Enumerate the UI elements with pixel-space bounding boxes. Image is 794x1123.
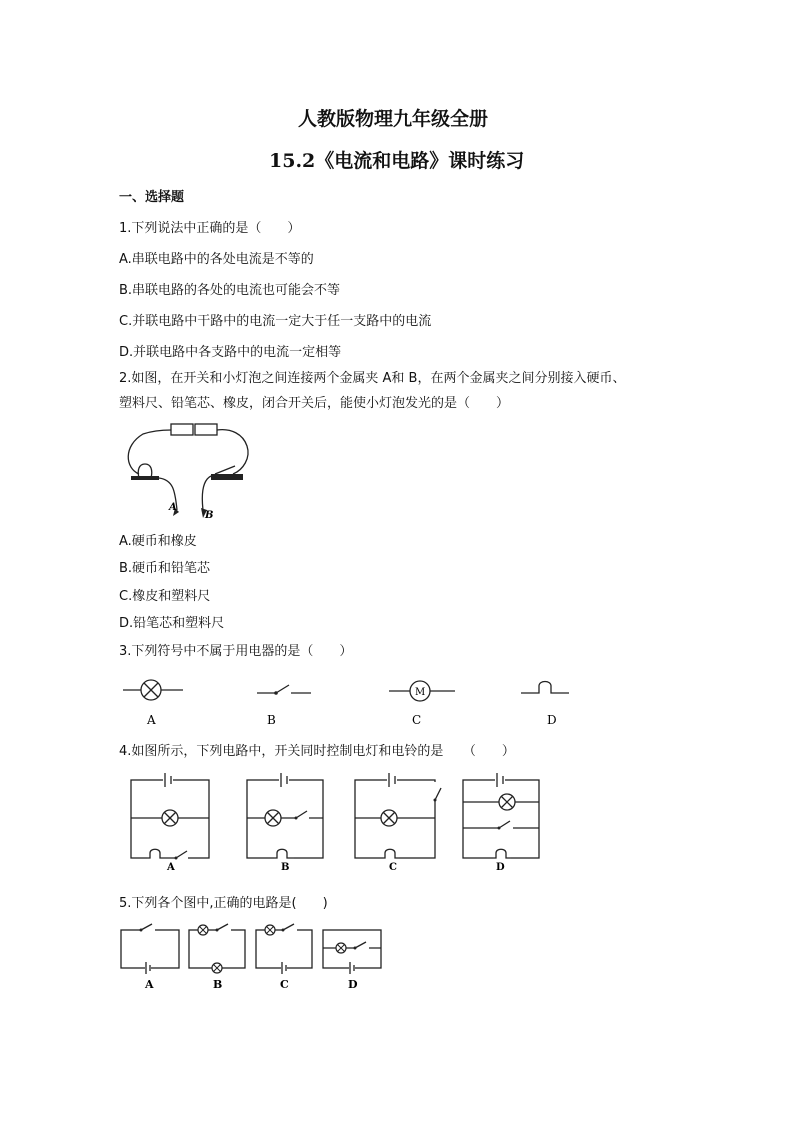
document-title: 人教版物理九年级全册 [298,108,489,130]
motor-symbol-icon [389,681,455,701]
question-4-circuits [119,768,559,878]
question-2-option-a: A.硬币和橡皮 [119,534,197,549]
q4-circuit-d [463,773,539,858]
q5-caption-c: C [280,978,289,991]
question-2-option-c: C.橡皮和塑料尺 [119,589,211,604]
q5-caption-a: A [145,978,154,991]
section-heading: 一、选择题 [119,190,185,205]
q5-circuit-d [323,930,381,974]
question-1-stem: 1.下列说法中正确的是（ ） [119,221,301,236]
q4-circuit-c [355,773,441,858]
q3-caption-b: B [267,713,276,727]
q3-caption-c: C [412,713,422,727]
question-2-option-b: B.硬币和铅笔芯 [119,561,211,576]
question-1-option-b: B.串联电路的各处的电流也可能会不等 [119,283,341,298]
q5-circuit-c [256,924,312,974]
question-5-circuits [119,922,399,992]
q4-caption-c: C [389,862,397,873]
q4-caption-d: D [496,862,505,873]
document-subtitle: 15.2《电流和电路》课时练习 [269,150,525,172]
q3-caption-a: A [147,713,156,727]
q5-circuit-a [121,924,179,974]
q4-circuit-a [131,773,209,860]
q4-circuit-b [247,773,323,858]
switch-symbol-icon [257,685,311,695]
motor-letter: M [415,687,426,698]
question-4-stem: 4.如图所示，下列电路中，开关同时控制电灯和电铃的是 （ ） [119,744,515,759]
clip-b-label: B [205,510,214,521]
question-5-stem: 5.下列各个图中,正确的电路是( ) [119,896,328,911]
question-2-option-d: D.铅笔芯和塑料尺 [119,616,225,631]
bell-symbol-icon [521,682,569,694]
clip-a-label: A [169,502,177,513]
question-2-stem-line1: 2.如图，在开关和小灯泡之间连接两个金属夹 A和 B，在两个金属夹之间分别接入硬币、 [119,371,626,386]
q4-caption-a: A [167,862,175,873]
question-3-stem: 3.下列符号中不属于用电器的是（ ） [119,644,353,659]
q3-caption-d: D [547,713,557,727]
q5-circuit-b [189,924,245,973]
question-2-circuit-figure [119,418,249,521]
question-3-symbols [119,676,599,736]
q4-caption-b: B [281,862,290,873]
q5-caption-d: D [348,978,358,991]
question-1-option-d: D.并联电路中各支路中的电流一定相等 [119,345,342,360]
q5-caption-b: B [213,978,223,991]
question-2-stem-line2: 塑料尺、铅笔芯、橡皮，闭合开关后，能使小灯泡发光的是（ ） [119,396,510,411]
question-1-option-a: A.串联电路中的各处电流是不等的 [119,252,314,267]
question-1-option-c: C.并联电路中干路中的电流一定大于任一支路中的电流 [119,314,432,329]
lamp-symbol-icon [123,680,183,700]
